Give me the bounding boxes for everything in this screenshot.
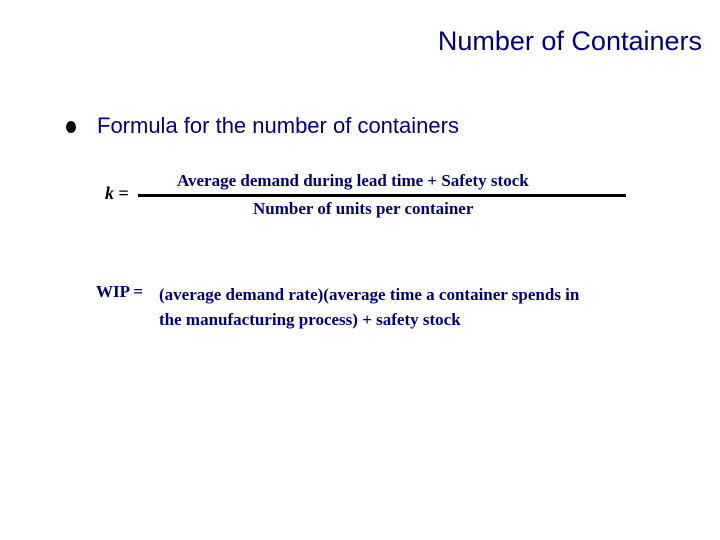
k-variable: k xyxy=(105,183,114,203)
wip-formula-body xyxy=(159,282,699,332)
bullet-item xyxy=(66,113,459,139)
k-equation-label xyxy=(105,183,129,204)
wip-label: WIP = xyxy=(96,282,143,301)
slide-title: Number of Containers xyxy=(437,26,702,56)
k-numerator: Average demand during lead time + Safety stock xyxy=(177,171,529,190)
k-equals-sign: = xyxy=(118,183,129,203)
bullet-dot-icon xyxy=(66,121,76,133)
bullet-text: Formula for the number of containers xyxy=(97,113,459,138)
k-denominator: Number of units per container xyxy=(253,199,474,218)
wip-formula-line-1: (average demand rate)(average time a container spends in xyxy=(159,285,580,304)
wip-formula-line-2: the manufacturing process) + safety stock xyxy=(159,310,461,329)
fraction-bar xyxy=(138,194,626,197)
